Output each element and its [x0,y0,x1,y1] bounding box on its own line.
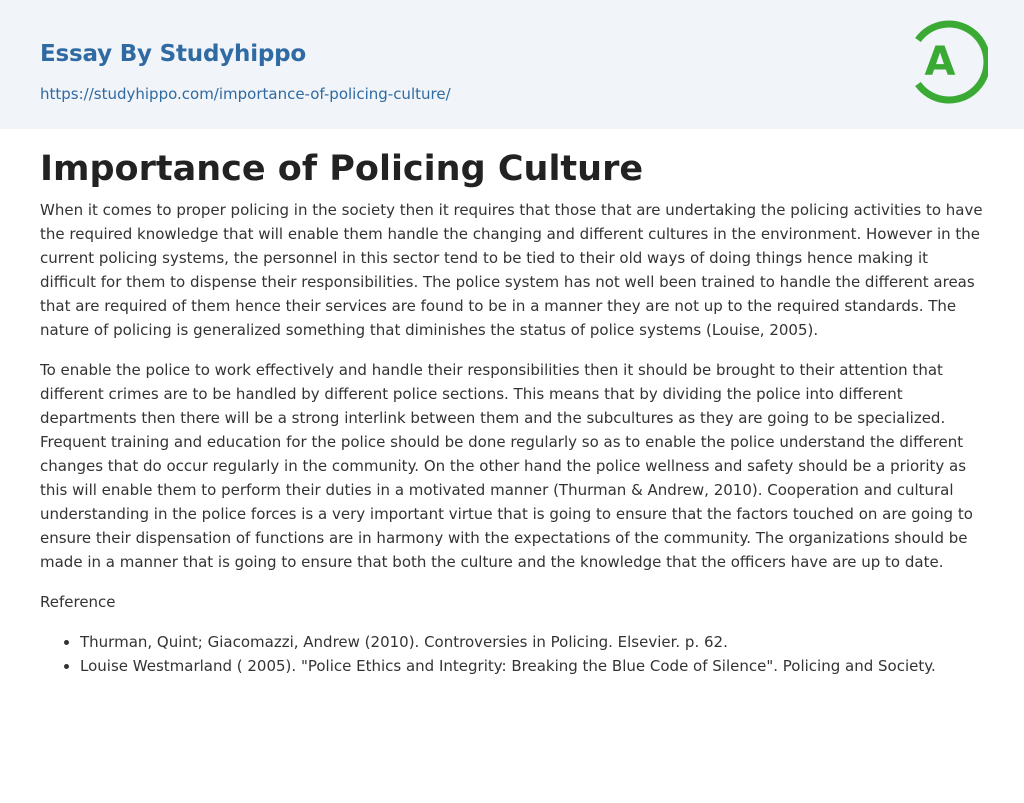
article [0,129,1024,678]
reference-list [40,630,984,678]
studyhippo-logo-icon[interactable] [910,18,988,106]
article-title: Importance of Policing Culture [40,149,644,189]
page-url-link[interactable]: https://studyhippo.com/importance-of-policing-culture/ [40,85,451,103]
reference-heading: Reference [40,593,116,611]
logo-letter: A [924,39,956,85]
site-header [0,0,1024,129]
brand-title[interactable]: Essay By Studyhippo [40,41,307,67]
paragraph-1: When it comes to proper policing in the society then it requires that those that are undertaking the policing activities to have the required knowledge that will enable them handle the changing and different cultures in the environment. However in the current policing systems, the personnel in this sector tend to be tied to their old ways of doing things hence making it difficult for them to dispense their responsibilities. The police system has not well been trained to handle the different areas that are required of them hence their services are found to be in a manner they are not up to the required standards. The nature of policing is generalized something that diminishes the status of police systems (Louise, 2005). [40,201,983,339]
reference-item-1: • Thurman, Quint; Giacomazzi, Andrew (2010). Controversies in Policing. Elsevier. p. 62. [80,630,984,654]
paragraph-2: To enable the police to work effectively and handle their responsibilities then it should be brought to their attention that different crimes are to be handled by different police sections. This means that by dividing the police into different departments then there will be a strong interlink between them and the subcultures as they are going to be specialized. Frequent training and education for the police should be done regularly so as to enable the police understand the different changes that do occur regularly in the community. On the other hand the police wellness and safety should be a priority as this will enable them to perform their duties in a motivated manner (Thurman & Andrew, 2010). Cooperation and cultural understanding in the police forces is a very important virtue that is going to ensure that the factors touched on are going to ensure their dispensation of functions are in harmony with the expectations of the community. The organizations should be made in a manner that is going to ensure that both the culture and the knowledge that the officers have are up to date. [40,361,973,571]
reference-item-2: • Louise Westmarland ( 2005). "Police Ethics and Integrity: Breaking the Blue Code of Silence". Policing and Society. [80,654,984,678]
article-body [40,198,984,678]
